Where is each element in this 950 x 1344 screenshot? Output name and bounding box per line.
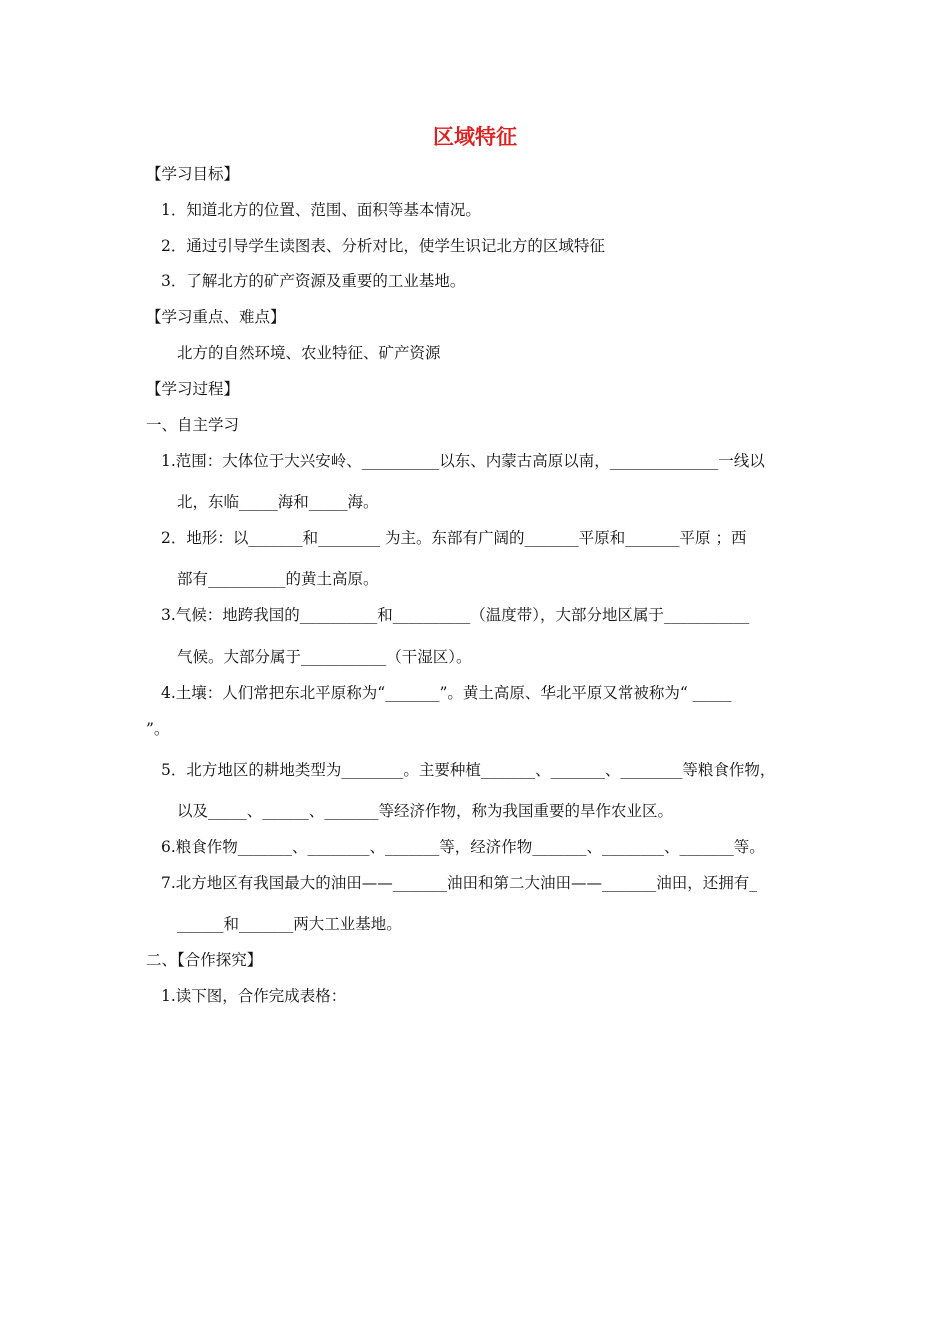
question-line: 气候。大部分属于___________（干湿区）。 [177,648,472,666]
question-line: 北，东临_____海和_____海。 [177,493,379,511]
document-title: 区域特征 [433,124,517,149]
section-heading-keypoints: 【学习重点、难点】 [146,308,286,326]
question-line: 6.粮食作物_______、________、_______等，经济作物_______、________、_______等。 [161,838,765,856]
section-heading-process: 【学习过程】 [146,380,240,398]
question-line: 以及_____、______、_______等经济作物，称为我国重要的旱作农业区。 [177,802,674,820]
question-line: 5．北方地区的耕地类型为________。主要种植_______、_______、________等粮食作物， [161,761,776,779]
question-line: 1.范围：大体位于大兴安岭、__________以东、内蒙古高原以南，______________一线以 [161,452,765,470]
goal-item: 1．知道北方的位置、范围、面积等基本情况。 [161,201,481,219]
question-line: ”。 [146,720,170,738]
goal-item: 3．了解北方的矿产资源及重要的工业基地。 [161,272,466,290]
question-line: 2．地形：以_______和________ 为主。东部有广阔的_______平原和_______平原 ；西 [161,529,747,547]
question-line: 部有__________的黄土高原。 [177,570,379,588]
question-line: 1.读下图，合作完成表格： [161,987,347,1005]
keypoints-text: 北方的自然环境、农业特征、矿产资源 [177,344,441,362]
section-heading-goals: 【学习目标】 [146,165,240,183]
goal-item: 2．通过引导学生读图表、分析对比，使学生识记北方的区域特征 [161,237,605,255]
subsection-heading-self-study: 一、自主学习 [146,416,240,434]
question-line: 4.土壤：人们常把东北平原称为“_______”。黄土高原、华北平原又常被称为“ _____ [161,684,732,702]
question-line: 3.气候：地跨我国的__________和__________（温度带），大部分地区属于___________ [161,606,750,624]
question-line: 7.北方地区有我国最大的油田——_______油田和第二大油田——_______油田，还拥有_ [161,874,758,892]
subsection-heading-cooperation: 二、【合作探究】 [146,951,263,969]
question-line: ______和_______两大工业基地。 [177,915,402,933]
